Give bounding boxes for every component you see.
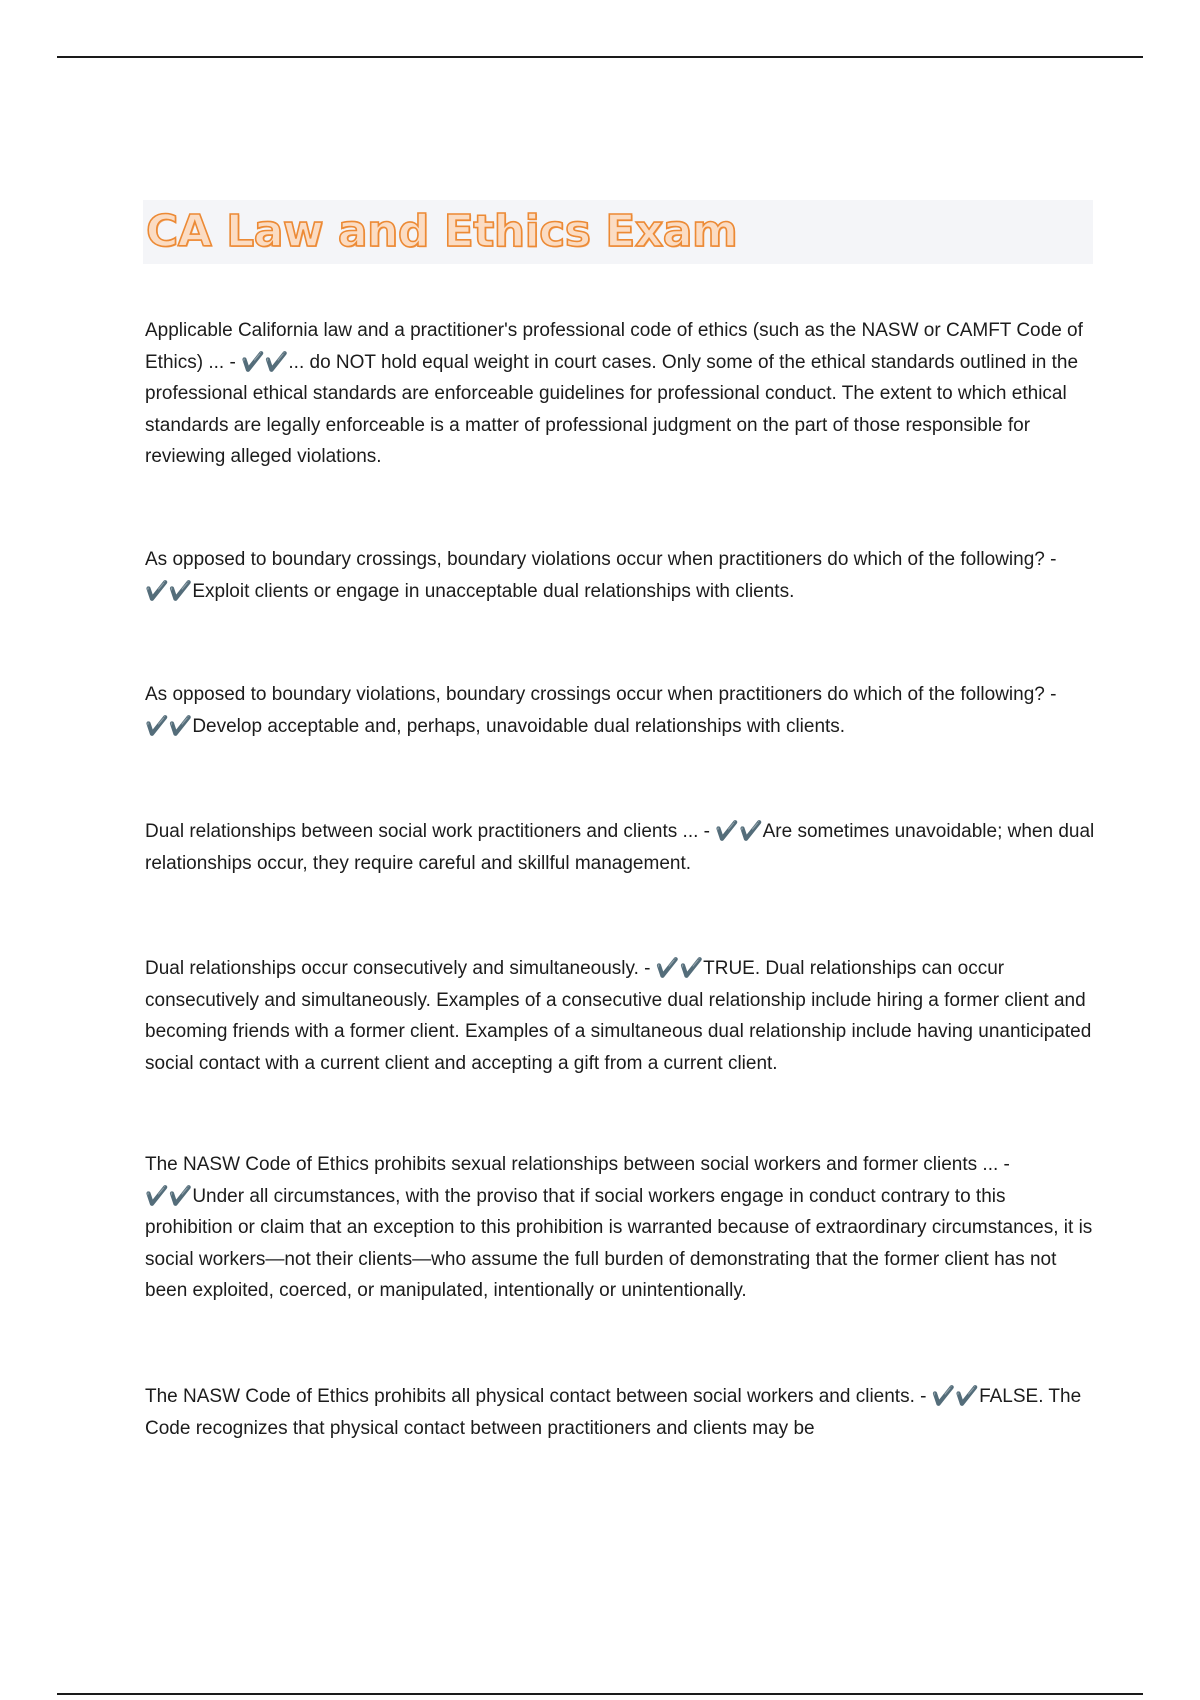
qa-entry-5	[145, 953, 1095, 1079]
question-text: As opposed to boundary violations, boundary crossings occur when practitioners do which of the following? -	[145, 684, 1057, 705]
checkmark-icon: ✔️✔️	[145, 579, 193, 602]
answer-text: Are sometimes unavoidable; when dual relationships occur, they require careful and skillful management.	[145, 821, 1095, 874]
checkmark-icon: ✔️✔️	[715, 820, 763, 842]
qa-entry-6	[145, 1149, 1095, 1307]
question-text: Applicable California law and a practitioner's professional code of ethics (such as the NASW or CAMFT Code of Ethics) ... -	[145, 320, 1083, 373]
question-text: As opposed to boundary crossings, boundary violations occur when practitioners do which of the following? -	[145, 549, 1057, 570]
question-text: The NASW Code of Ethics prohibits all physical contact between social workers and clients. -	[145, 1386, 932, 1407]
checkmark-icon: ✔️✔️	[655, 957, 704, 979]
qa-entry-1	[145, 315, 1095, 473]
question-text: Dual relationships occur consecutively and simultaneously. -	[145, 958, 656, 979]
checkmark-icon: ✔️✔️	[145, 714, 193, 737]
document-title: CA Law and Ethics Exam	[146, 206, 738, 257]
checkmark-icon: ✔️✔️	[931, 1385, 980, 1407]
checkmark-icon: ✔️✔️	[241, 350, 289, 373]
answer-text: Under all circumstances, with the proviso that if social workers engage in conduct contrary to this prohibition or claim that an exception to this prohibition is warranted because of extraordinary circumstances, it is social workers—not their clients—who assume the full burden of demonstrating that the former client has not been exploited, coerced, or manipulated, intentionally or unintentionally.	[145, 1185, 1093, 1301]
answer-text: FALSE. The Code recognizes that physical contact between practitioners and clients may be	[145, 1386, 1082, 1439]
answer-text: ... do NOT hold equal weight in court cases. Only some of the ethical standards outlined in the professional ethical standards are enforceable guidelines for professional conduct. The extent to which ethical standards are legally enforceable is a matter of professional judgment on the part of those responsible for reviewing alleged violations.	[145, 351, 1079, 467]
footer-rule	[57, 1693, 1143, 1695]
qa-entry-2	[145, 544, 1095, 607]
checkmark-icon: ✔️✔️	[145, 1184, 193, 1207]
question-text: The NASW Code of Ethics prohibits sexual relationships between social workers and former clients ... -	[145, 1154, 1010, 1175]
answer-text: TRUE. Dual relationships can occur consecutively and simultaneously. Examples of a consecutive dual relationship include hiring a former client and becoming friends with a former client. Examples of a simultaneous dual relationship include having unanticipated social contact with a current client and accepting a gift from a current client.	[145, 958, 1092, 1074]
answer-text: Develop acceptable and, perhaps, unavoidable dual relationships with clients.	[192, 715, 846, 737]
qa-entry-7	[145, 1381, 1095, 1444]
answer-text: Exploit clients or engage in unacceptable dual relationships with clients.	[192, 580, 795, 602]
qa-entry-3	[145, 679, 1095, 742]
question-text: Dual relationships between social work practitioners and clients ... -	[145, 821, 716, 842]
header-rule	[57, 56, 1143, 58]
qa-entry-4	[145, 816, 1095, 879]
